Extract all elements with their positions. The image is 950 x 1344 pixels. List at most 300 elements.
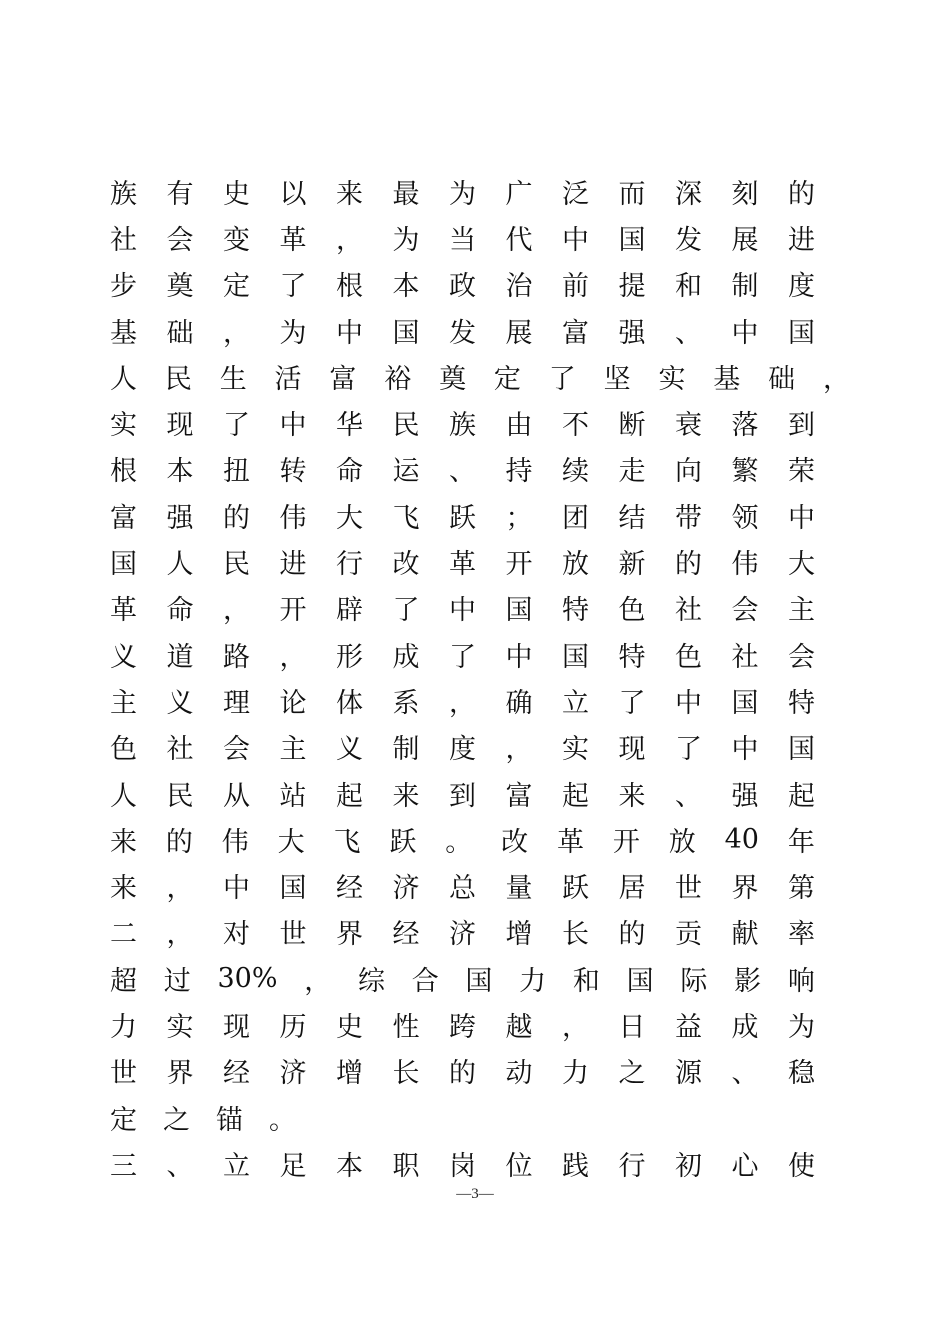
glyph: 实 [110,410,137,442]
glyph: ， [505,734,533,766]
glyph: 向 [675,456,702,488]
glyph: 界 [336,919,363,951]
text-line [110,677,815,723]
glyph: 源 [675,1058,702,1090]
glyph: 奠 [439,363,467,395]
glyph: 主 [110,687,137,719]
glyph: 义 [110,641,137,673]
glyph: 增 [505,919,533,951]
text-line [110,446,815,492]
glyph: 根 [110,456,137,488]
glyph: 特 [562,595,589,627]
glyph: 国 [788,734,815,766]
glyph: 跃 [449,502,476,534]
glyph: 本 [166,456,194,488]
glyph: 强 [166,502,194,534]
glyph: 大 [277,826,305,858]
glyph: 族 [449,410,476,442]
glyph: 中 [731,734,759,766]
glyph: 之 [618,1058,646,1090]
glyph: 来 [110,873,137,905]
page-number: —3— [456,1186,494,1202]
glyph: 强 [731,780,759,812]
text-line [110,955,815,1001]
glyph: 命 [336,456,363,488]
glyph: 会 [223,734,250,766]
glyph: 民 [164,363,192,395]
text-line [110,1001,815,1047]
glyph: 位 [505,1150,533,1182]
glyph: 初 [675,1150,702,1182]
glyph: 基 [110,317,137,349]
glyph: 定 [223,271,250,303]
glyph: 确 [505,687,533,719]
glyph: 运 [392,456,420,488]
glyph: 断 [618,410,646,442]
glyph: 史 [336,1011,363,1043]
glyph: 治 [505,271,533,303]
glyph: 定 [110,1104,137,1136]
text-line [110,538,815,584]
glyph: 岗 [449,1150,476,1182]
glyph: 强 [618,317,646,349]
text-line [110,214,815,260]
text-line [110,770,815,816]
text-line [110,1140,815,1186]
glyph: 总 [449,873,476,905]
glyph: 二 [110,919,137,951]
glyph: 行 [336,549,363,581]
glyph: 繁 [731,456,759,488]
glyph: 为 [279,317,307,349]
glyph: 为 [788,1011,815,1043]
glyph: 系 [392,687,420,719]
glyph: 由 [505,410,533,442]
text-line [110,492,815,538]
glyph: 社 [675,595,702,627]
glyph: 展 [505,317,533,349]
glyph: 之 [163,1104,190,1136]
glyph: 大 [788,549,815,581]
glyph: 扭 [223,456,250,488]
glyph: 本 [336,1150,363,1182]
glyph: 了 [223,410,250,442]
text-line [110,862,815,908]
glyph: 色 [675,641,702,673]
glyph: 量 [505,873,533,905]
glyph: 经 [223,1058,250,1090]
glyph: 国 [392,317,420,349]
glyph: ， [166,873,194,905]
glyph: 来 [392,780,420,812]
glyph: 立 [562,687,589,719]
glyph: 性 [392,1011,420,1043]
glyph: 为 [449,178,476,210]
glyph: 的 [675,549,702,581]
glyph: 裕 [384,363,412,395]
glyph: 超 [110,965,137,997]
glyph: 足 [279,1150,307,1182]
glyph: 国 [788,317,815,349]
glyph: ； [505,502,533,534]
glyph: 基 [713,363,741,395]
glyph: 济 [449,919,476,951]
glyph: 度 [788,271,815,303]
glyph: 为 [392,224,420,256]
glyph: 带 [675,502,702,534]
glyph: 、 [675,780,702,812]
glyph: 国 [562,641,589,673]
glyph: 长 [392,1058,420,1090]
glyph: 现 [166,410,194,442]
text-line [110,399,815,445]
glyph: 转 [279,456,307,488]
glyph: 起 [788,780,815,812]
glyph: 40 [724,823,759,855]
glyph: 过 [163,965,191,997]
glyph: 辟 [336,595,363,627]
glyph: 的 [223,502,250,534]
glyph: 奠 [166,271,194,303]
glyph: 中 [223,873,250,905]
glyph: ， [449,687,476,719]
glyph: 中 [675,687,702,719]
text-line [110,261,815,307]
glyph: 跃 [389,826,417,858]
glyph: 日 [618,1011,646,1043]
glyph: 而 [618,178,646,210]
glyph: 民 [223,549,250,581]
glyph: 国 [505,595,533,627]
glyph: 合 [411,965,439,997]
glyph: 年 [787,826,815,858]
glyph: 国 [618,224,646,256]
glyph: 民 [166,780,194,812]
text-line [110,909,815,955]
glyph: 飞 [392,502,420,534]
glyph: 开 [612,826,640,858]
glyph: 中 [505,641,533,673]
glyph: 形 [336,641,363,673]
glyph: 发 [675,224,702,256]
glyph: 理 [223,687,250,719]
glyph: 义 [166,687,194,719]
glyph: 、 [166,1150,194,1182]
glyph: 了 [618,687,646,719]
glyph: 命 [166,595,194,627]
glyph: 成 [731,1011,759,1043]
glyph: 衰 [675,410,702,442]
glyph: 改 [501,826,529,858]
glyph: ， [562,1011,589,1043]
glyph: 义 [336,734,363,766]
glyph: 发 [449,317,476,349]
glyph: ， [304,965,332,997]
glyph: 最 [392,178,420,210]
glyph: 开 [279,595,307,627]
glyph: 起 [336,780,363,812]
glyph: 色 [618,595,646,627]
glyph: 改 [392,549,420,581]
glyph: 放 [668,826,696,858]
glyph: ， [336,224,363,256]
glyph: 力 [562,1058,589,1090]
glyph: 革 [110,595,137,627]
glyph: 人 [166,549,194,581]
glyph: 人 [110,780,137,812]
glyph: 第 [788,873,815,905]
glyph: 荣 [788,456,815,488]
glyph: 国 [279,873,307,905]
glyph: 来 [618,780,646,812]
glyph: 实 [166,1011,194,1043]
glyph: 力 [110,1011,137,1043]
glyph: 础 [768,363,796,395]
glyph: 础 [166,317,194,349]
glyph: 。 [269,1104,296,1136]
glyph: 政 [449,271,476,303]
glyph: 世 [110,1058,137,1090]
glyph: 会 [166,224,194,256]
glyph: 富 [562,317,589,349]
glyph: 和 [572,965,600,997]
glyph: 站 [279,780,307,812]
text-line [110,353,850,399]
glyph: 了 [392,595,420,627]
glyph: 革 [449,549,476,581]
glyph: 华 [336,410,363,442]
glyph: 史 [223,178,250,210]
glyph: 民 [392,410,420,442]
glyph: 响 [787,965,815,997]
glyph: 社 [110,224,137,256]
glyph: 结 [618,502,646,534]
text-line [110,724,815,770]
glyph: 中 [731,317,759,349]
glyph: 有 [166,178,194,210]
glyph: 放 [562,549,589,581]
text-line [110,1048,815,1094]
glyph: 革 [279,224,307,256]
glyph: 立 [223,1150,250,1182]
glyph: 走 [618,456,646,488]
glyph: 的 [165,826,193,858]
glyph: 富 [329,363,357,395]
glyph: ， [223,317,250,349]
glyph: 的 [449,1058,476,1090]
glyph: 深 [675,178,702,210]
glyph: 领 [731,502,759,534]
glyph: 伟 [731,549,759,581]
glyph: 了 [449,641,476,673]
glyph: 使 [788,1150,815,1182]
glyph: 色 [110,734,137,766]
glyph: 会 [731,595,759,627]
text-line [110,585,815,631]
glyph: 道 [166,641,194,673]
glyph: ， [223,595,250,627]
glyph: 献 [731,919,759,951]
glyph: 职 [392,1150,420,1182]
glyph: 动 [505,1058,533,1090]
glyph: 经 [336,873,363,905]
glyph: 现 [618,734,646,766]
glyph: 了 [548,363,576,395]
glyph: 以 [279,178,307,210]
glyph: 。 [445,826,473,858]
glyph: 、 [449,456,476,488]
glyph: 进 [279,549,307,581]
glyph: 特 [618,641,646,673]
glyph: 力 [519,965,547,997]
glyph: ， [822,363,850,395]
glyph: 泛 [562,178,589,210]
glyph: 刻 [731,178,759,210]
glyph: 现 [223,1011,250,1043]
glyph: 从 [223,780,250,812]
glyph: 主 [788,595,815,627]
glyph: 大 [336,502,363,534]
glyph: 济 [392,873,420,905]
glyph: 族 [110,178,137,210]
glyph: 跃 [562,873,589,905]
glyph: 广 [505,178,533,210]
glyph: 活 [274,363,302,395]
glyph: 历 [279,1011,307,1043]
glyph: 根 [336,271,363,303]
glyph: 跨 [449,1011,476,1043]
glyph: 路 [223,641,250,673]
glyph: 成 [392,641,420,673]
glyph: 济 [279,1058,307,1090]
glyph: 论 [279,687,307,719]
glyph: 率 [788,919,815,951]
glyph: 中 [788,502,815,534]
glyph: 中 [562,224,589,256]
glyph: 定 [493,363,521,395]
glyph: 中 [449,595,476,627]
glyph: 进 [788,224,815,256]
glyph: 社 [731,641,759,673]
text-line [110,1094,815,1140]
glyph: 增 [336,1058,363,1090]
glyph: 影 [734,965,762,997]
glyph: 特 [788,687,815,719]
glyph: 变 [223,224,250,256]
glyph: 的 [618,919,646,951]
glyph: ， [166,919,194,951]
glyph: 、 [731,1058,759,1090]
glyph: ， [279,641,307,673]
glyph: 贡 [675,919,702,951]
glyph: 居 [618,873,646,905]
glyph: 伟 [221,826,249,858]
glyph: 30% [217,962,278,994]
glyph: 中 [279,410,307,442]
glyph: 的 [788,178,815,210]
glyph: 到 [449,780,476,812]
glyph: 世 [279,919,307,951]
glyph: 起 [562,780,589,812]
glyph: 长 [562,919,589,951]
glyph: 持 [505,456,533,488]
glyph: 践 [562,1150,589,1182]
glyph: 制 [731,271,759,303]
glyph: 心 [731,1150,759,1182]
text-line [110,168,815,214]
glyph: 对 [223,919,250,951]
glyph: 展 [731,224,759,256]
glyph: 开 [505,549,533,581]
glyph: 和 [675,271,702,303]
glyph: 新 [618,549,646,581]
body-text [110,168,850,1187]
glyph: 到 [788,410,815,442]
glyph: 益 [675,1011,702,1043]
glyph: 行 [618,1150,646,1182]
glyph: 来 [110,826,137,858]
glyph: 革 [557,826,584,858]
glyph: 世 [675,873,702,905]
glyph: 了 [675,734,702,766]
glyph: 国 [626,965,654,997]
glyph: 前 [562,271,589,303]
glyph: 国 [465,965,493,997]
glyph: 团 [562,502,589,534]
glyph: 来 [336,178,363,210]
glyph: 稳 [788,1058,815,1090]
glyph: 越 [505,1011,533,1043]
glyph: 坚 [603,363,631,395]
glyph: 了 [279,271,307,303]
glyph: 实 [658,363,686,395]
glyph: 、 [675,317,702,349]
glyph: 主 [279,734,307,766]
glyph: 飞 [333,826,361,858]
glyph: 经 [392,919,420,951]
text-line [110,631,815,677]
glyph: 提 [618,271,646,303]
glyph: 步 [110,271,137,303]
glyph: 会 [788,641,815,673]
glyph: 富 [505,780,533,812]
glyph: 综 [357,965,385,997]
glyph: 界 [731,873,759,905]
glyph: 锚 [216,1104,243,1136]
glyph: 生 [219,363,247,395]
glyph: 度 [449,734,476,766]
glyph: 续 [562,456,589,488]
glyph: 人 [110,363,137,395]
glyph: 三 [110,1150,137,1182]
text-line [110,816,815,862]
glyph: 国 [110,549,137,581]
glyph: 制 [392,734,420,766]
glyph: 实 [562,734,589,766]
glyph: 代 [505,224,533,256]
glyph: 体 [336,687,363,719]
glyph: 富 [110,502,137,534]
glyph: 社 [166,734,194,766]
glyph: 国 [731,687,759,719]
glyph: 当 [449,224,476,256]
glyph: 界 [166,1058,194,1090]
glyph: 落 [731,410,759,442]
text-line [110,307,815,353]
glyph: 不 [562,410,589,442]
glyph: 本 [392,271,420,303]
glyph: 伟 [279,502,307,534]
